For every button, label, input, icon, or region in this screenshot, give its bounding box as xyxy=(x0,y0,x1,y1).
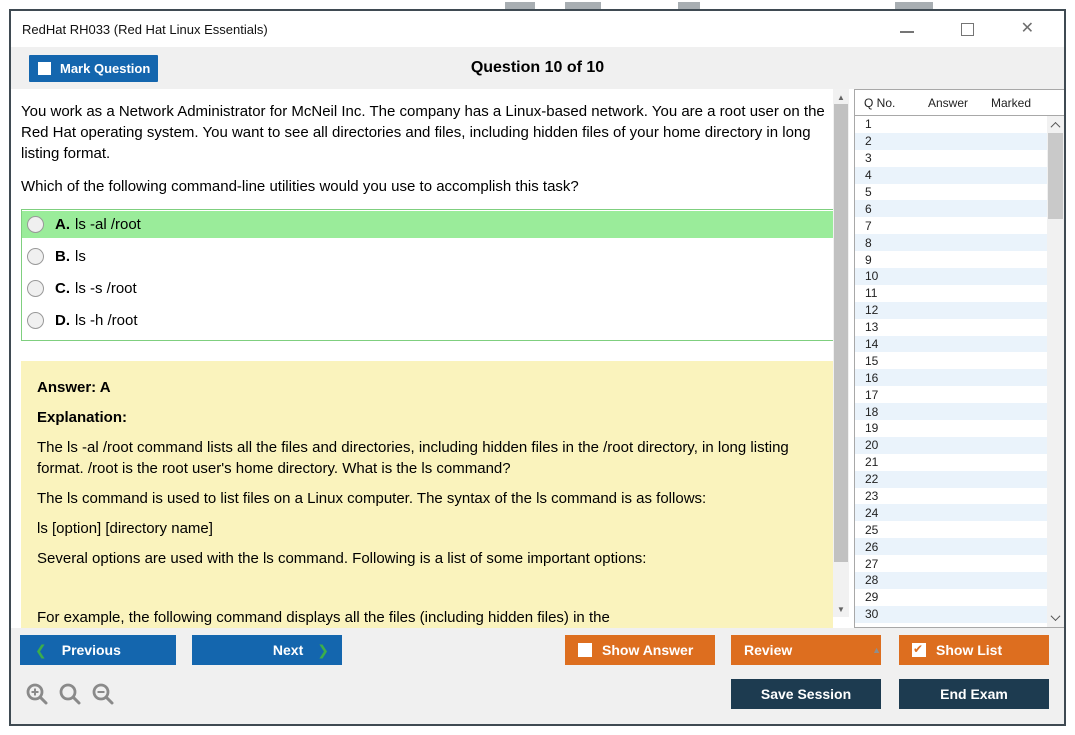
zoom-controls xyxy=(25,682,115,708)
save-session-button[interactable] xyxy=(731,679,881,709)
question-number: 6 xyxy=(865,201,872,216)
option-letter: C. xyxy=(55,280,70,297)
column-marked: Marked xyxy=(990,95,1031,110)
zoom-reset-icon[interactable] xyxy=(58,682,82,708)
mark-question-label: Mark Question xyxy=(60,60,151,76)
close-icon[interactable]: ✕ xyxy=(1020,20,1034,37)
question-number: 7 xyxy=(865,218,872,233)
show-list-checkbox[interactable] xyxy=(912,643,926,657)
question-row-10[interactable] xyxy=(855,268,1047,285)
question-number: 16 xyxy=(865,370,879,385)
maximize-icon[interactable] xyxy=(961,23,974,36)
question-number: 12 xyxy=(865,303,879,318)
option-d-radio[interactable] xyxy=(27,312,44,329)
explanation-paragraph: The ls -al /root command lists all the files and directories, including hidden files in the /root directory, in long listing format. /root is the root user's home directory. What is the ls command? xyxy=(37,439,789,477)
window-title: RedHat RH033 (Red Hat Linux Essentials) xyxy=(22,21,268,37)
question-list-panel xyxy=(854,89,1064,628)
scroll-down-icon[interactable]: ▼ xyxy=(837,604,845,614)
background-window-edge xyxy=(505,2,535,9)
save-session-label: Save Session xyxy=(760,686,852,702)
previous-label: Previous xyxy=(61,642,121,658)
title-bar xyxy=(11,11,1064,47)
question-number: 13 xyxy=(865,320,879,335)
question-panel xyxy=(11,89,833,628)
option-letter: D. xyxy=(55,312,70,329)
question-row-5[interactable] xyxy=(855,184,1047,201)
question-number: 28 xyxy=(865,573,879,588)
explanation-box xyxy=(21,361,833,628)
question-number: 21 xyxy=(865,455,879,470)
next-label: Next xyxy=(272,642,304,658)
question-row-14[interactable] xyxy=(855,336,1047,353)
question-row-16[interactable] xyxy=(855,369,1047,386)
answer-options xyxy=(21,209,833,341)
option-letter: B. xyxy=(55,248,70,265)
question-row-1[interactable] xyxy=(855,116,1047,133)
option-a[interactable] xyxy=(22,211,833,238)
question-row-17[interactable] xyxy=(855,386,1047,403)
option-c[interactable] xyxy=(22,275,833,302)
question-row-20[interactable] xyxy=(855,437,1047,454)
explanation-label: Explanation: xyxy=(37,409,128,426)
background-window-edge xyxy=(895,2,933,9)
scrollbar-thumb[interactable] xyxy=(1048,133,1063,219)
option-c-radio[interactable] xyxy=(27,280,44,297)
question-row-28[interactable] xyxy=(855,572,1047,589)
background-window-edge xyxy=(678,2,700,9)
explanation-paragraph: ls [option] [directory name] xyxy=(37,520,213,537)
question-row-15[interactable] xyxy=(855,352,1047,369)
question-text: You work as a Network Administrator for McNeil Inc. The company has a Linux-based network. You are a root user on the Red Hat operating system. You want to see all directories and files, including hidden files of your home directory in long listing format. xyxy=(21,103,825,162)
option-text: ls -al /root xyxy=(75,216,141,233)
chevron-right-icon: ❯ xyxy=(317,641,329,658)
question-number: 11 xyxy=(865,286,878,301)
question-number: 2 xyxy=(865,134,872,149)
question-row-23[interactable] xyxy=(855,488,1047,505)
show-answer-button[interactable] xyxy=(565,635,715,665)
question-number: 10 xyxy=(865,269,879,284)
question-row-18[interactable] xyxy=(855,403,1047,420)
question-number: 18 xyxy=(865,404,879,419)
question-row-22[interactable] xyxy=(855,471,1047,488)
answer-label: Answer: A xyxy=(37,379,111,396)
question-number: 27 xyxy=(865,556,879,571)
scroll-up-icon[interactable]: ▲ xyxy=(837,92,845,102)
question-number: 30 xyxy=(865,607,879,622)
show-list-label: Show List xyxy=(936,642,1003,658)
question-row-26[interactable] xyxy=(855,538,1047,555)
question-number: 14 xyxy=(865,337,879,352)
question-number: 26 xyxy=(865,539,879,554)
question-number: 22 xyxy=(865,472,879,487)
show-list-button[interactable] xyxy=(899,635,1049,665)
option-b[interactable] xyxy=(22,243,833,270)
question-number: 17 xyxy=(865,387,879,402)
check-icon: ✔ xyxy=(913,642,924,656)
option-a-radio[interactable] xyxy=(27,216,44,233)
option-text: ls xyxy=(75,248,86,265)
question-row-29[interactable] xyxy=(855,589,1047,606)
question-row-2[interactable] xyxy=(855,133,1047,150)
scroll-down-icon[interactable] xyxy=(1047,610,1064,625)
question-panel-scrollbar[interactable] xyxy=(833,89,849,617)
content-area xyxy=(11,89,1064,628)
question-number: 25 xyxy=(865,522,879,537)
question-row-13[interactable] xyxy=(855,319,1047,336)
question-number: 23 xyxy=(865,489,879,504)
question-row-3[interactable] xyxy=(855,150,1047,167)
question-row-19[interactable] xyxy=(855,420,1047,437)
question-number: 19 xyxy=(865,421,879,436)
question-list-header xyxy=(855,90,1064,116)
question-counter: Question 10 of 10 xyxy=(470,59,605,76)
question-number: 3 xyxy=(865,151,872,166)
show-answer-checkbox[interactable] xyxy=(578,643,592,657)
question-row-9[interactable] xyxy=(855,251,1047,268)
explanation-paragraph: For example, the following command displays all the files (including hidden files) in the xyxy=(37,609,610,626)
dropdown-arrow-icon: ▲ xyxy=(872,645,881,655)
question-number: 5 xyxy=(865,185,872,199)
option-b-radio[interactable] xyxy=(27,248,44,265)
question-number: 8 xyxy=(865,235,872,250)
end-exam-label: End Exam xyxy=(940,686,1008,702)
question-number: 1 xyxy=(865,117,872,132)
question-row-11[interactable] xyxy=(855,285,1047,302)
show-answer-label: Show Answer xyxy=(602,642,694,658)
question-list-body xyxy=(855,116,1064,627)
zoom-out-icon[interactable] xyxy=(91,682,115,708)
question-number: 15 xyxy=(865,353,879,368)
app-window xyxy=(9,9,1066,726)
option-text: ls -h /root xyxy=(75,312,138,329)
question-row-4[interactable] xyxy=(855,167,1047,184)
question-row-8[interactable] xyxy=(855,234,1047,251)
question-number: 24 xyxy=(865,505,879,520)
question-number: 20 xyxy=(865,438,879,453)
next-button[interactable] xyxy=(192,635,342,665)
question-number: 9 xyxy=(865,252,872,267)
question-row-30[interactable] xyxy=(855,606,1047,623)
question-row-6[interactable] xyxy=(855,200,1047,217)
question-list-scrollbar[interactable] xyxy=(1047,116,1064,627)
scroll-up-icon[interactable] xyxy=(1047,118,1064,133)
zoom-in-icon[interactable] xyxy=(25,682,49,708)
option-text: ls -s /root xyxy=(75,280,137,297)
previous-button[interactable] xyxy=(20,635,176,665)
review-label: Review xyxy=(744,642,793,658)
explanation-paragraph: Several options are used with the ls command. Following is a list of some important options: xyxy=(37,550,647,567)
question-prompt: Which of the following command-line utilities would you use to accomplish this task? xyxy=(21,178,579,195)
chevron-left-icon: ❮ xyxy=(35,641,47,658)
footer-bar xyxy=(11,628,1064,724)
background-window-edge xyxy=(565,2,601,9)
question-rows xyxy=(855,116,1047,623)
header-strip xyxy=(11,47,1064,89)
question-row-12[interactable] xyxy=(855,302,1047,319)
question-row-7[interactable] xyxy=(855,217,1047,234)
option-d[interactable] xyxy=(22,307,833,334)
review-dropdown[interactable] xyxy=(731,635,881,665)
option-letter: A. xyxy=(55,216,70,233)
question-number: 29 xyxy=(865,590,879,605)
column-answer: Answer xyxy=(927,95,968,110)
minimize-icon[interactable] xyxy=(900,31,914,33)
explanation-paragraph: The ls command is used to list files on a Linux computer. The syntax of the ls command is as follows: xyxy=(37,490,707,507)
question-row-25[interactable] xyxy=(855,521,1047,538)
scrollbar-thumb[interactable] xyxy=(834,104,848,562)
question-row-24[interactable] xyxy=(855,504,1047,521)
question-row-21[interactable] xyxy=(855,454,1047,471)
question-number: 4 xyxy=(865,168,872,183)
question-row-27[interactable] xyxy=(855,555,1047,572)
column-qno: Q No. xyxy=(864,95,896,110)
end-exam-button[interactable] xyxy=(899,679,1049,709)
